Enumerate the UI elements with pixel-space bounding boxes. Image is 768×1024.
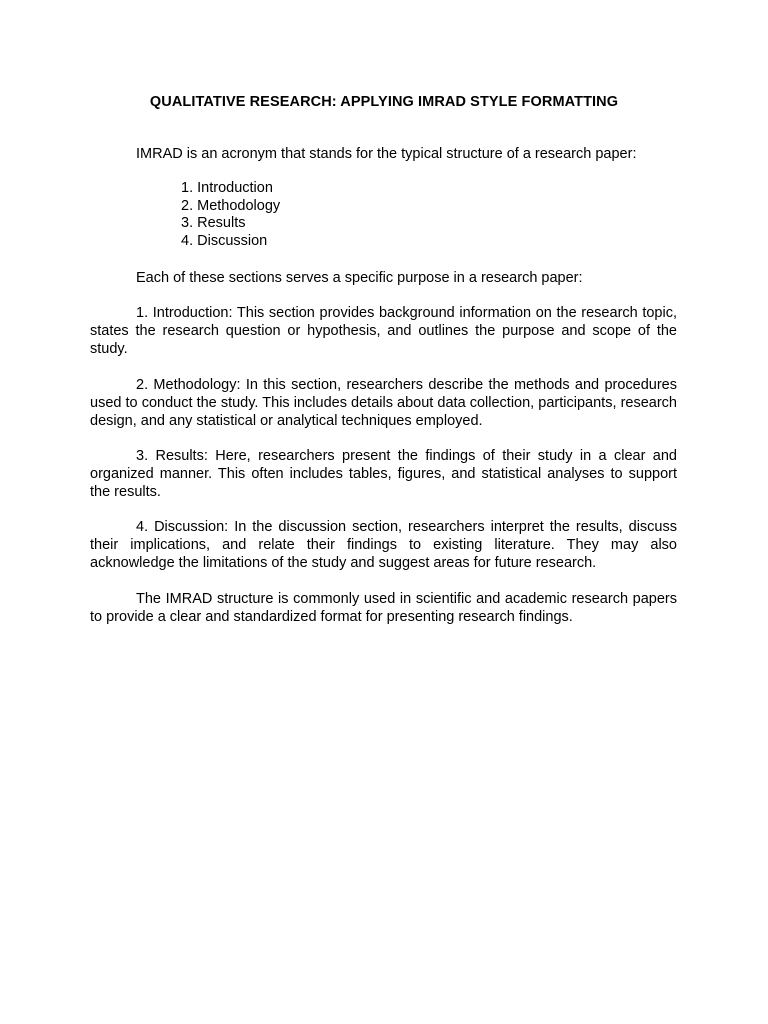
list-item: 2. Methodology (181, 197, 281, 214)
methodology-paragraph: 2. Methodology: In this section, researchers describe the methods and procedures used to conduct the study. This includes details about data collection, participants, research design, and any statistical or analytical techniques employed. (90, 377, 677, 429)
discussion-paragraph: 4. Discussion: In the discussion section, researchers interpret the results, discuss their implications, and relate their findings to existing literature. They may also acknowledge the limitations of the study and suggest areas for future research. (90, 519, 677, 571)
imrad-list (181, 180, 280, 251)
list-item: 3. Results (181, 215, 246, 232)
introduction-paragraph: 1. Introduction: This section provides background information on the research topic, states the research question or hypothesis, and outlines the purpose and scope of the study. (90, 305, 677, 357)
list-item: 4. Discussion (181, 233, 268, 250)
list-item: 1. Introduction (181, 180, 273, 196)
intro-paragraph: IMRAD is an acronym that stands for the typical structure of a research paper: (136, 146, 637, 162)
conclusion-paragraph: The IMRAD structure is commonly used in scientific and academic research papers to provide a clear and standardized format for presenting research findings. (90, 591, 677, 625)
results-paragraph: 3. Results: Here, researchers present the findings of their study in a clear and organized manner. This often includes tables, figures, and statistical analyses to support the results. (90, 448, 677, 500)
document-title: QUALITATIVE RESEARCH: APPLYING IMRAD STYLE FORMATTING (149, 94, 619, 110)
lead-paragraph: Each of these sections serves a specific purpose in a research paper: (136, 270, 583, 286)
